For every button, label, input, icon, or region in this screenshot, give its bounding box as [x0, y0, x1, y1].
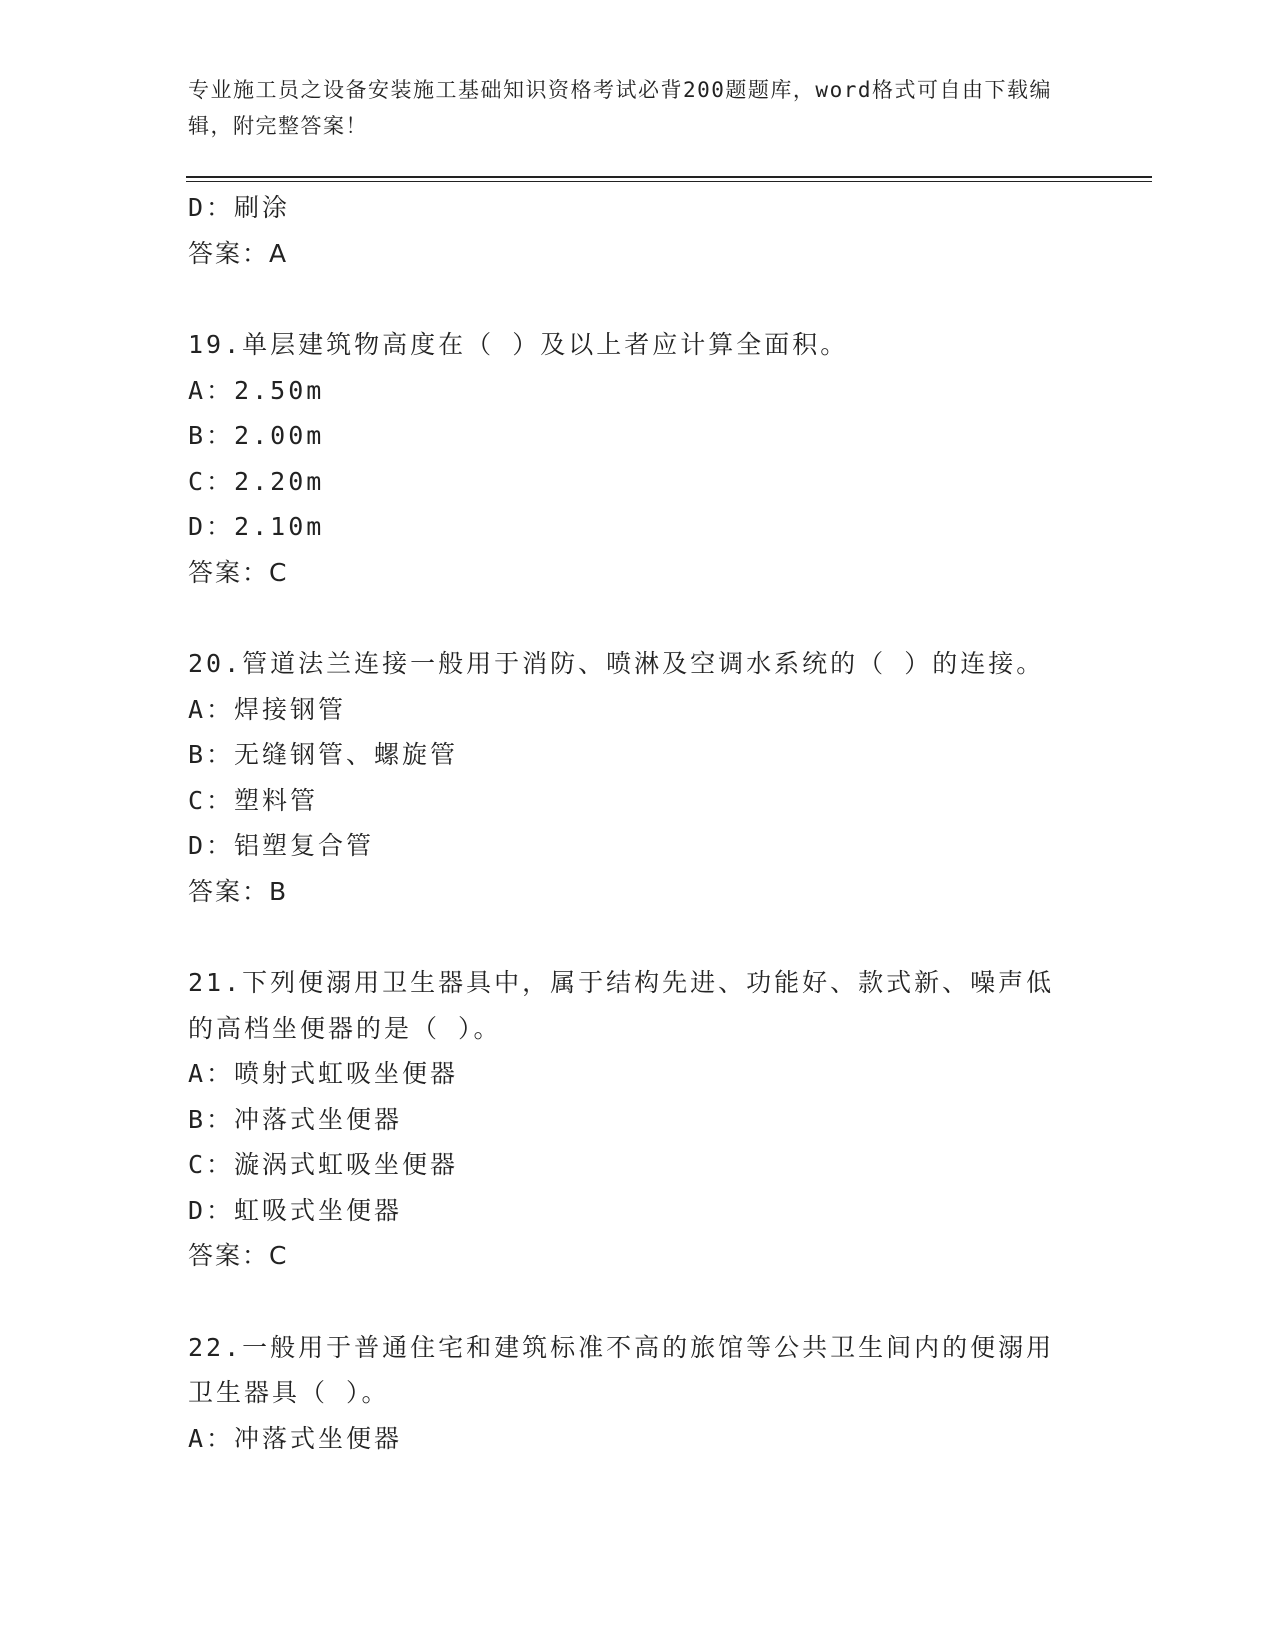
answer-line: 答案：C	[188, 1241, 289, 1270]
answer-line: 答案：A	[188, 238, 289, 268]
question-20	[188, 641, 1088, 914]
option-d: D：2.10m	[188, 512, 325, 541]
answer-line: 答案：B	[188, 876, 289, 906]
option-d: D：刷涂	[188, 193, 291, 222]
option-c: C：漩涡式虹吸坐便器	[188, 1150, 459, 1179]
question-21	[188, 960, 1088, 1279]
question-stem: 19.单层建筑物高度在（ ）及以上者应计算全面积。	[188, 330, 849, 359]
option-d: D：铝塑复合管	[188, 831, 375, 860]
option-a: A：冲落式坐便器	[188, 1423, 403, 1453]
option-a: A：2.50m	[188, 375, 325, 405]
answer-line: 答案：C	[188, 557, 289, 587]
option-b: B：无缝钢管、螺旋管	[188, 740, 459, 769]
option-a: A：焊接钢管	[188, 694, 347, 724]
question-stem: 22.一般用于普通住宅和建筑标准不高的旅馆等公共卫生间内的便溺用卫生器具（ ）。	[188, 1332, 1055, 1407]
header-rule-thin	[186, 181, 1152, 182]
question-stem: 21.下列便溺用卫生器具中，属于结构先进、功能好、款式新、噪声低的高档坐便器的是（ ）。	[188, 968, 1055, 1043]
option-a: A：喷射式虹吸坐便器	[188, 1059, 459, 1088]
option-d: D：虹吸式坐便器	[188, 1195, 403, 1225]
question-19	[188, 322, 1088, 595]
option-b: B：2.00m	[188, 421, 325, 450]
header-rule-thick	[186, 176, 1152, 178]
document-header: 专业施工员之设备安装施工基础知识资格考试必背200题题库，word格式可自由下载编辑，附完整答案！	[188, 78, 1052, 138]
question-22	[188, 1325, 1088, 1462]
question-fragment	[188, 185, 1088, 276]
option-c: C：塑料管	[188, 785, 319, 815]
option-b: B：冲落式坐便器	[188, 1104, 403, 1134]
question-list	[188, 185, 1088, 1461]
option-c: C：2.20m	[188, 466, 325, 496]
question-stem: 20.管道法兰连接一般用于消防、喷淋及空调水系统的（ ）的连接。	[188, 649, 1045, 678]
